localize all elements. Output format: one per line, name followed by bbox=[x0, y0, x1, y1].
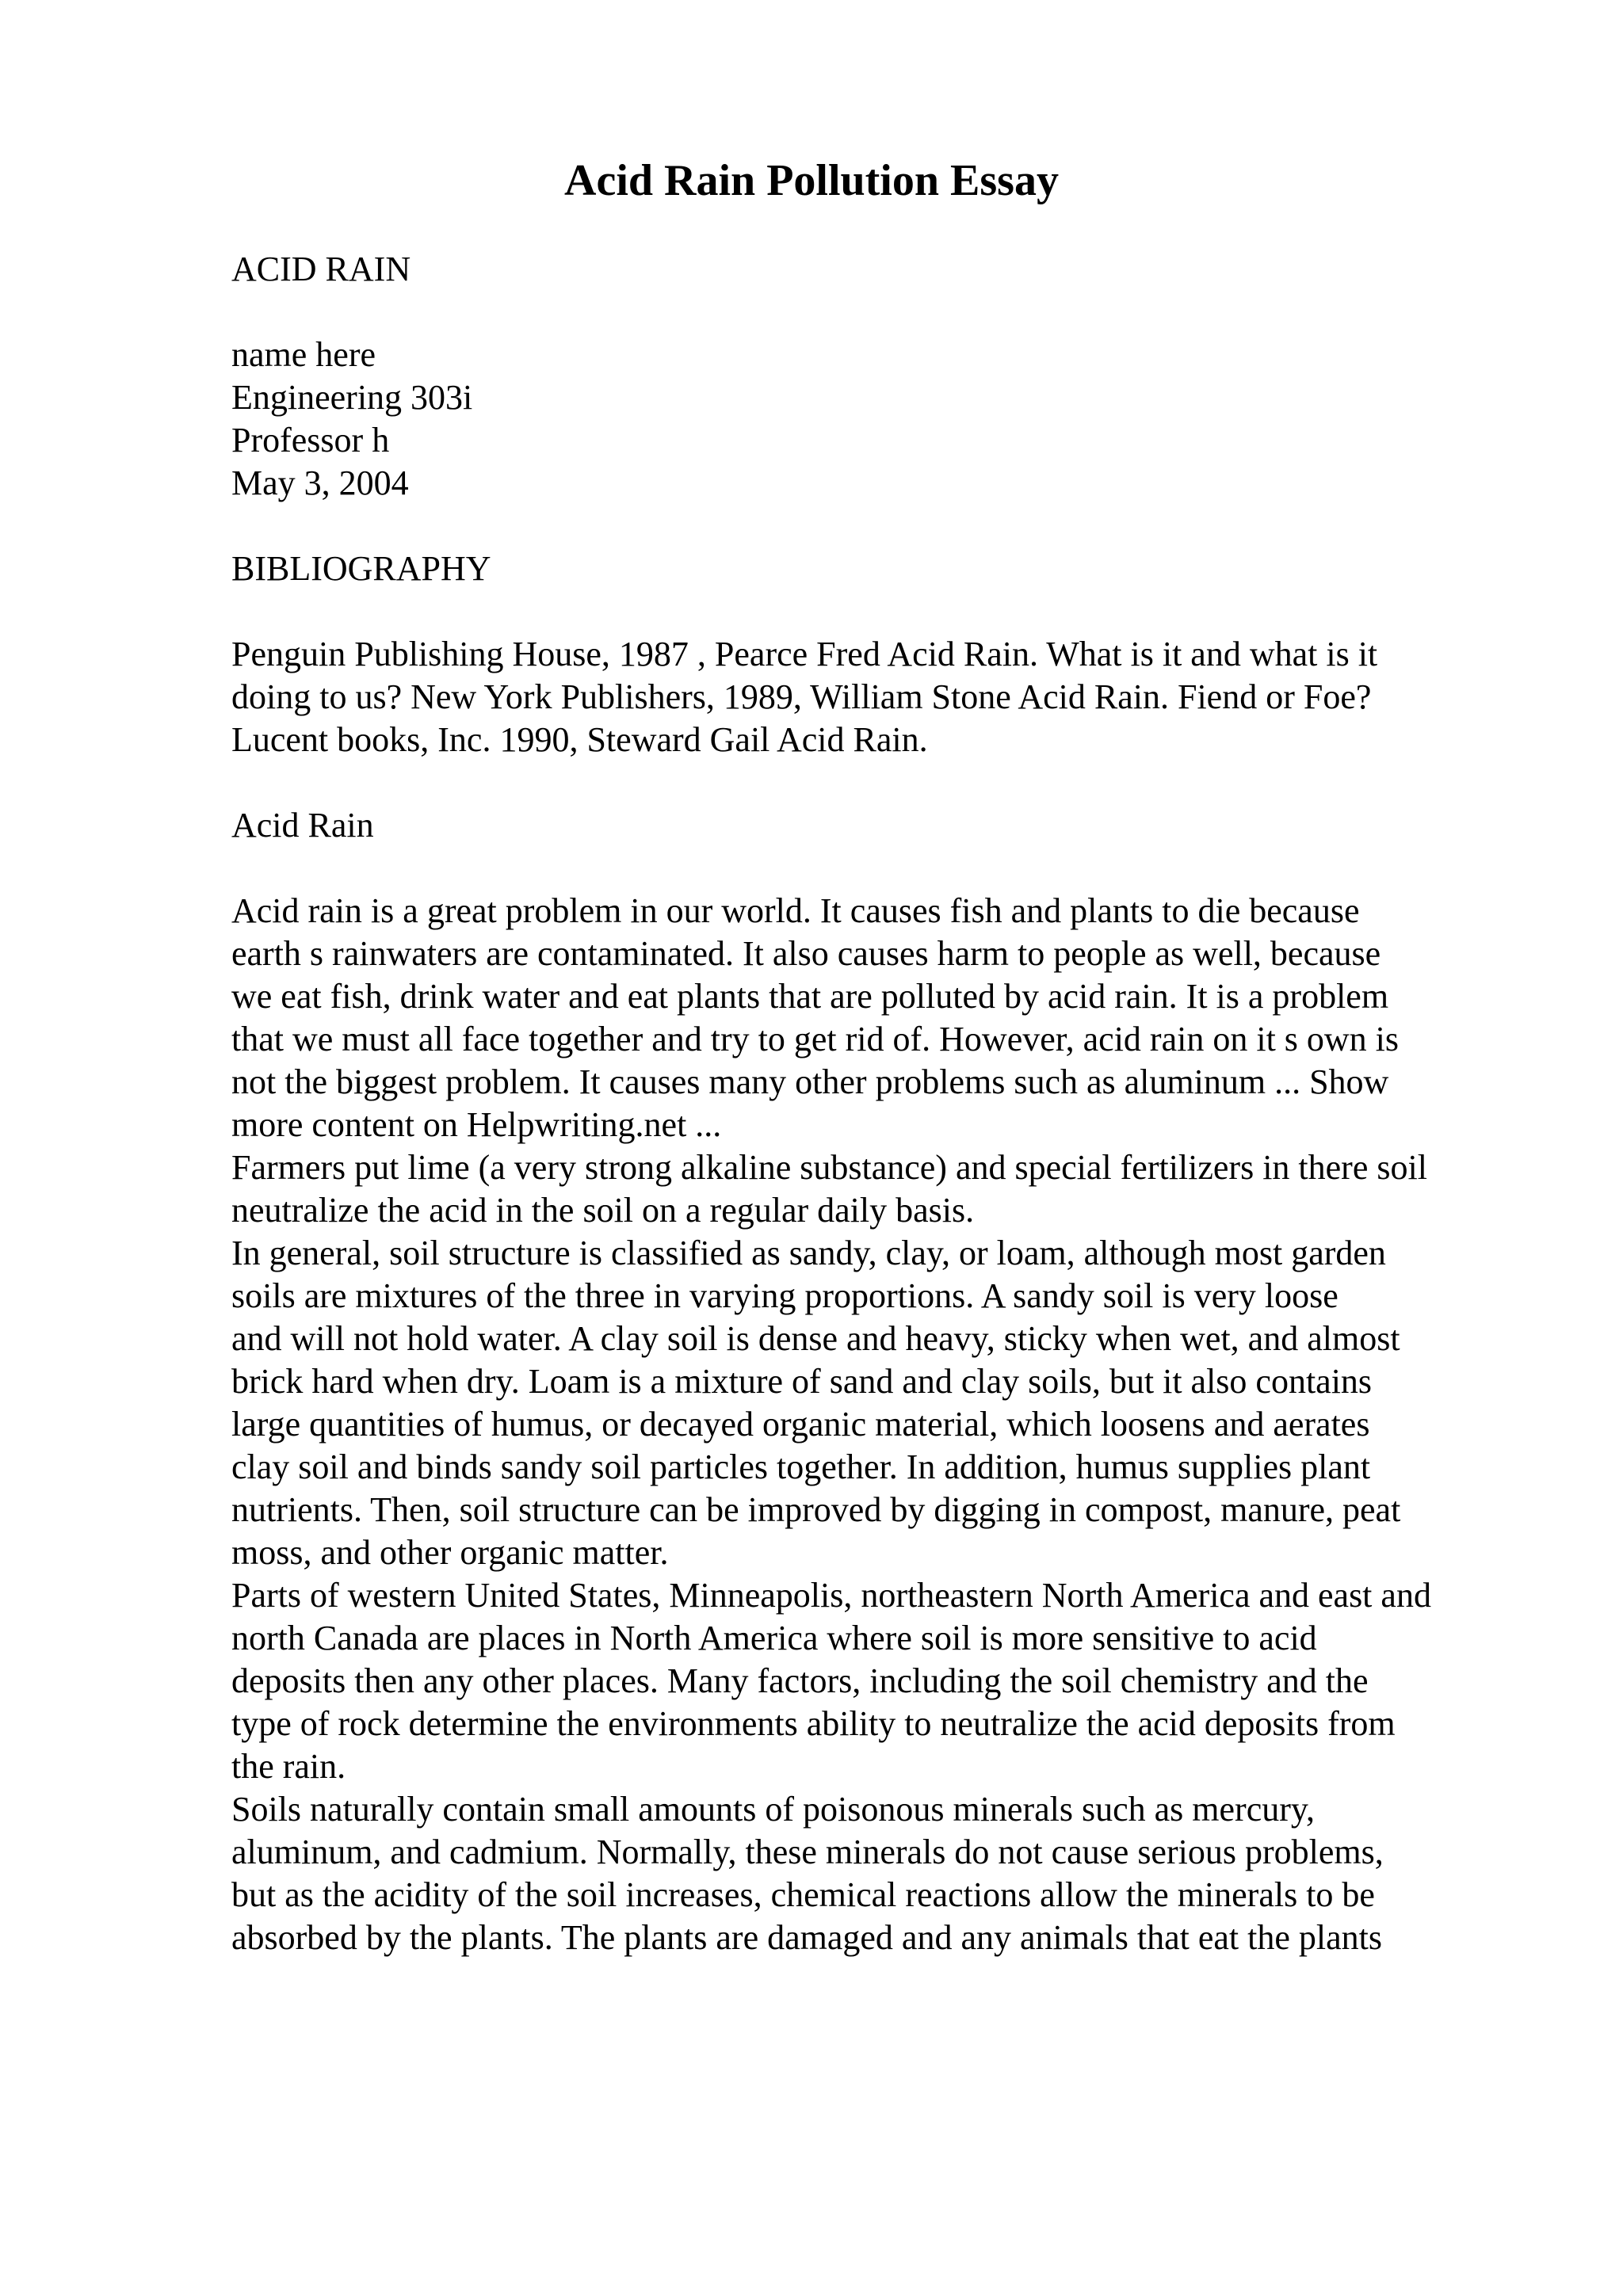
date: May 3, 2004 bbox=[231, 463, 409, 502]
document-heading bbox=[231, 248, 1531, 291]
body-line: deposits then any other places. Many factors, including the soil chemistry and the bbox=[231, 1661, 1369, 1700]
section-heading-line: Acid Rain bbox=[231, 806, 374, 845]
body-line: and will not hold water. A clay soil is dense and heavy, sticky when wet, and almost bbox=[231, 1319, 1400, 1358]
body-line: Parts of western United States, Minneapolis, northeastern North America and east and bbox=[231, 1576, 1431, 1615]
course-name: Engineering 303i bbox=[231, 378, 473, 417]
body-line: aluminum, and cadmium. Normally, these minerals do not cause serious problems, bbox=[231, 1833, 1384, 1871]
bibliography-line: Lucent books, Inc. 1990, Steward Gail Acid Rain. bbox=[231, 720, 928, 759]
body-line: we eat fish, drink water and eat plants that are polluted by acid rain. It is a problem bbox=[231, 977, 1389, 1016]
bibliography-heading-line: BIBLIOGRAPHY bbox=[231, 549, 491, 588]
author-name: name here bbox=[231, 335, 376, 374]
body-line: but as the acidity of the soil increases, chemical reactions allow the minerals to be bbox=[231, 1875, 1375, 1914]
body-line: Farmers put lime (a very strong alkaline substance) and special fertilizers in there soil bbox=[231, 1148, 1427, 1187]
body-line: soils are mixtures of the three in varying proportions. A sandy soil is very loose bbox=[231, 1276, 1338, 1315]
body-line: large quantities of humus, or decayed organic material, which loosens and aerates bbox=[231, 1405, 1370, 1444]
body-line: Acid rain is a great problem in our world. It causes fish and plants to die because bbox=[231, 891, 1360, 930]
body-line: more content on Helpwriting.net ... bbox=[231, 1105, 722, 1144]
body-line: Soils naturally contain small amounts of poisonous minerals such as mercury, bbox=[231, 1790, 1316, 1829]
body-line: moss, and other organic matter. bbox=[231, 1533, 669, 1572]
professor-name: Professor h bbox=[231, 421, 390, 460]
section-heading bbox=[231, 804, 1531, 847]
body-line: type of rock determine the environments ability to neutralize the acid deposits from bbox=[231, 1704, 1396, 1743]
body-line: north Canada are places in North America where soil is more sensitive to acid bbox=[231, 1619, 1317, 1657]
bibliography-paragraph bbox=[231, 633, 1531, 761]
body-line: the rain. bbox=[231, 1747, 346, 1786]
heading-line: ACID RAIN bbox=[231, 250, 411, 288]
body-line: that we must all face together and try to get rid of. However, acid rain on it s own is bbox=[231, 1020, 1400, 1058]
bibliography-heading bbox=[231, 547, 1531, 590]
bibliography-line: Penguin Publishing House, 1987 , Pearce Fred Acid Rain. What is it and what is it bbox=[231, 635, 1378, 673]
body-line: brick hard when dry. Loam is a mixture of sand and clay soils, but it also contains bbox=[231, 1362, 1373, 1401]
essay-body bbox=[231, 890, 1531, 1959]
body-line: neutralize the acid in the soil on a regular daily basis. bbox=[231, 1191, 975, 1230]
author-block bbox=[231, 334, 1531, 505]
bibliography-line: doing to us? New York Publishers, 1989, William Stone Acid Rain. Fiend or Foe? bbox=[231, 677, 1372, 716]
body-line: In general, soil structure is classified as sandy, clay, or loam, although most garden bbox=[231, 1234, 1386, 1272]
body-line: clay soil and binds sandy soil particles together. In addition, humus supplies plant bbox=[231, 1447, 1371, 1486]
body-line: earth s rainwaters are contaminated. It also causes harm to people as well, because bbox=[231, 934, 1381, 973]
body-line: absorbed by the plants. The plants are damaged and any animals that eat the plants bbox=[231, 1918, 1382, 1957]
document-title: Acid Rain Pollution Essay bbox=[564, 156, 1059, 205]
body-line: nutrients. Then, soil structure can be improved by digging in compost, manure, peat bbox=[231, 1490, 1401, 1529]
body-line: not the biggest problem. It causes many other problems such as aluminum ... Show bbox=[231, 1062, 1389, 1101]
